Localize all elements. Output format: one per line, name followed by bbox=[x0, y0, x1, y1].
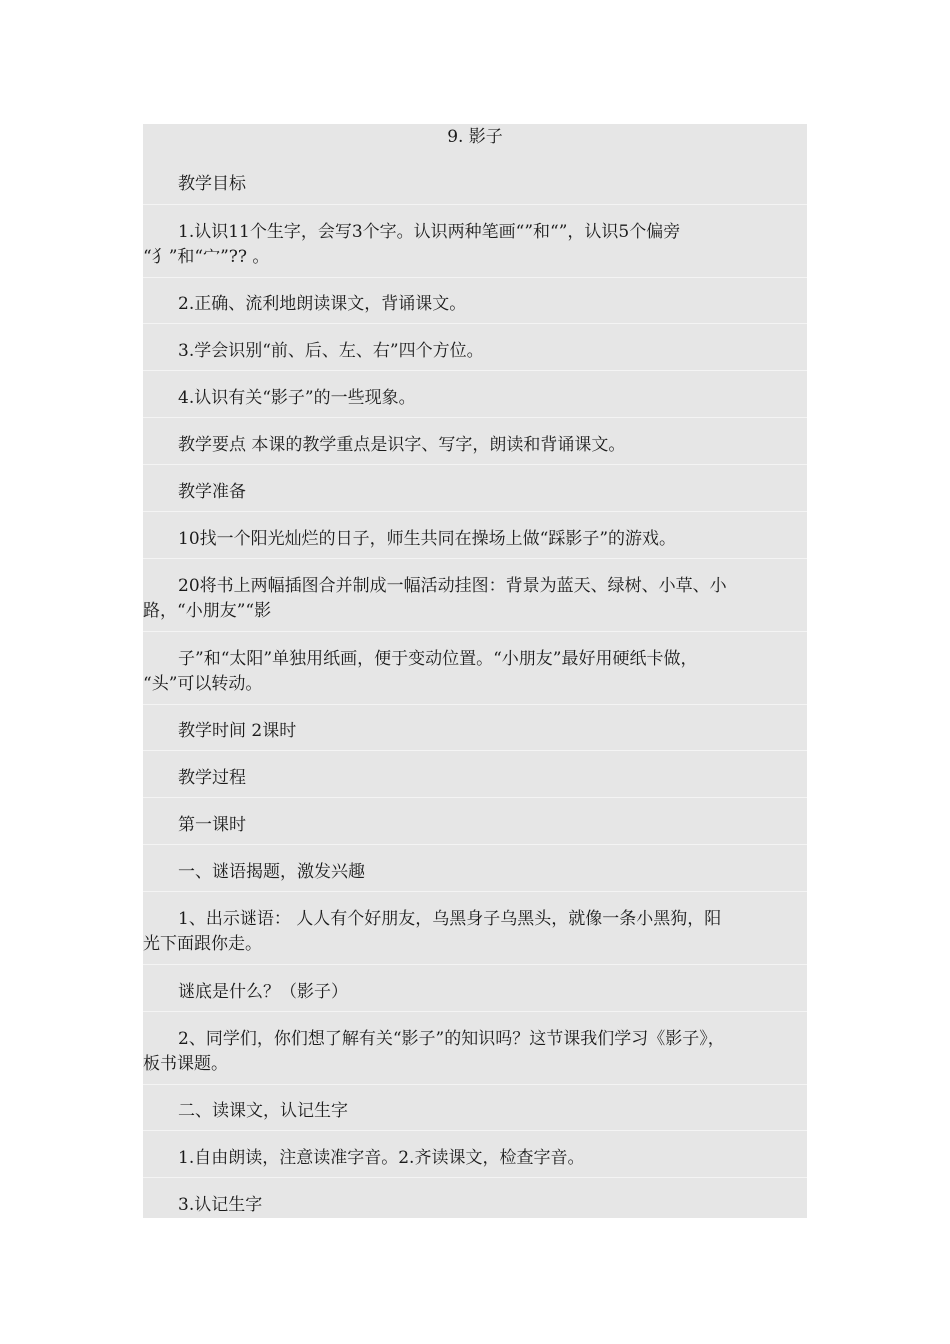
divider bbox=[143, 204, 807, 205]
reading-steps: 1.自由朗读，注意读准字音。2.齐读课文，检查字音。 bbox=[178, 1148, 585, 1168]
teaching-time: 教学时间 2课时 bbox=[178, 721, 297, 741]
divider bbox=[143, 511, 807, 512]
prep-1: 10找一个阳光灿烂的日子，师生共同在操场上做“踩影子”的游戏。 bbox=[178, 529, 677, 549]
divider bbox=[143, 631, 807, 632]
riddle-line-1: 1、出示谜语： 人人有个好朋友，乌黑身子乌黑头，就像一条小黑狗，阳 bbox=[178, 909, 722, 929]
divider bbox=[143, 277, 807, 278]
prep-2-line-4: “头”可以转动。 bbox=[143, 674, 263, 694]
goal-3: 3.学会识别“前、后、左、右”四个方位。 bbox=[178, 341, 484, 361]
riddle-answer: 谜底是什么？（影子） bbox=[178, 982, 348, 1002]
section-heading-goals: 教学目标 bbox=[178, 174, 246, 194]
riddle-line-2: 光下面跟你走。 bbox=[143, 934, 262, 954]
divider bbox=[143, 891, 807, 892]
step-1-heading: 一、谜语揭题，激发兴趣 bbox=[178, 862, 365, 882]
document-page bbox=[143, 124, 807, 1218]
prep-2-line-1: 20将书上两幅插图合并制成一幅活动挂图：背景为蓝天、绿树、小草、小 bbox=[178, 576, 727, 596]
intro-line-1: 2、同学们，你们想了解有关“影子”的知识吗？这节课我们学习《影子》， bbox=[178, 1029, 725, 1049]
first-lesson-heading: 第一课时 bbox=[178, 815, 246, 835]
prep-2-line-3: 子”和“太阳”单独用纸画，便于变动位置。“小朋友”最好用硬纸卡做， bbox=[178, 649, 698, 669]
goal-1-line-1: 1.认识11个生字，会写3个字。认识两种笔画“”和“”，认识5个偏旁 bbox=[178, 222, 681, 242]
divider bbox=[143, 704, 807, 705]
recognize-characters: 3.认记生字 bbox=[178, 1195, 263, 1215]
lesson-title: 9. 影子 bbox=[447, 127, 503, 147]
divider bbox=[143, 558, 807, 559]
goal-2: 2.正确、流利地朗读课文，背诵课文。 bbox=[178, 294, 467, 314]
divider bbox=[143, 1084, 807, 1085]
divider bbox=[143, 797, 807, 798]
divider bbox=[143, 1011, 807, 1012]
teaching-focus: 教学要点 本课的教学重点是识字、写字，朗读和背诵课文。 bbox=[178, 435, 626, 455]
divider bbox=[143, 1177, 807, 1178]
divider bbox=[143, 1130, 807, 1131]
divider bbox=[143, 370, 807, 371]
divider bbox=[143, 323, 807, 324]
section-heading-prep: 教学准备 bbox=[178, 482, 246, 502]
prep-2-line-2: 路，“小朋友”“影 bbox=[143, 601, 272, 621]
section-heading-process: 教学过程 bbox=[178, 768, 246, 788]
divider bbox=[143, 417, 807, 418]
divider bbox=[143, 964, 807, 965]
goal-4: 4.认识有关“影子”的一些现象。 bbox=[178, 388, 416, 408]
divider bbox=[143, 844, 807, 845]
goal-1-line-2: “犭”和“宀”?? 。 bbox=[143, 247, 270, 267]
divider bbox=[143, 750, 807, 751]
intro-line-2: 板书课题。 bbox=[143, 1054, 228, 1074]
step-2-heading: 二、读课文，认记生字 bbox=[178, 1101, 348, 1121]
divider bbox=[143, 464, 807, 465]
